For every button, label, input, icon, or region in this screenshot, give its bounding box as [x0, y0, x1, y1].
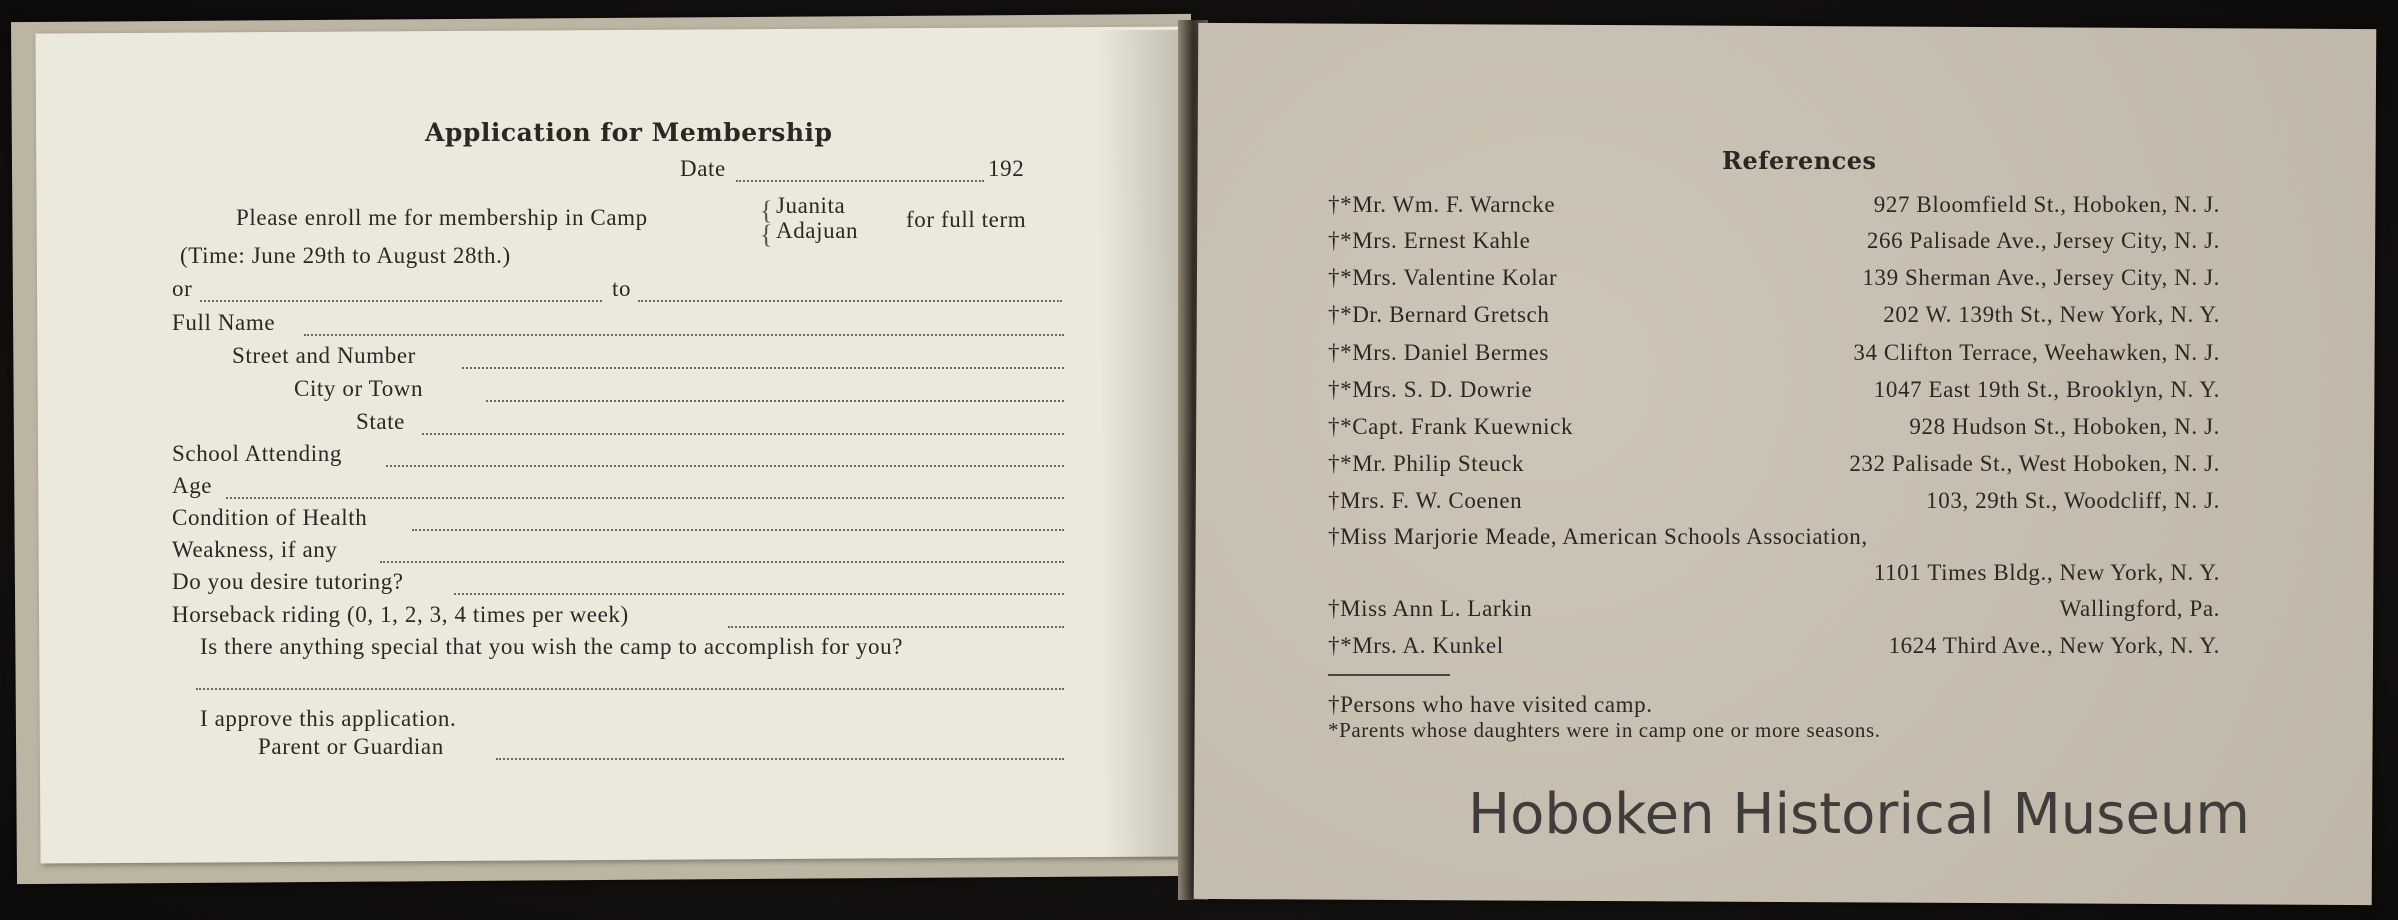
approve-text: I approve this application. [200, 706, 457, 731]
reference-address: 1101 Times Bldg., New York, N. Y. [1873, 560, 2220, 585]
field-line [728, 626, 1064, 628]
references-title: References [1722, 146, 1877, 175]
field-line [412, 529, 1064, 531]
reference-address: 139 Sherman Ave., Jersey City, N. J. [1862, 265, 2220, 290]
reference-name: †Mrs. F. W. Coenen [1328, 488, 1523, 513]
to-line [638, 300, 1062, 302]
field-weakness: Weakness, if any [172, 537, 338, 562]
brace-icon: { [760, 220, 773, 249]
enroll-text: Please enroll me for membership in Camp [236, 205, 648, 230]
reference-address: 927 Bloomfield St., Hoboken, N. J. [1873, 192, 2220, 217]
footnote-visited: †Persons who have visited camp. [1328, 692, 1653, 717]
reference-address: 1047 East 19th St., Brooklyn, N. Y. [1873, 377, 2220, 402]
term-text: for full term [906, 207, 1027, 232]
date-year: 192 [988, 156, 1025, 181]
field-line [386, 465, 1064, 467]
reference-name: †*Mrs. Valentine Kolar [1328, 265, 1558, 290]
field-tutoring: Do you desire tutoring? [172, 569, 404, 594]
date-label: Date [680, 156, 726, 181]
application-title: Application for Membership [425, 118, 833, 147]
camp-option-adajuan: Adajuan [776, 218, 859, 243]
reference-name: †*Capt. Frank Kuewnick [1328, 414, 1574, 439]
reference-address: 928 Hudson St., Hoboken, N. J. [1909, 414, 2220, 439]
time-text: (Time: June 29th to August 28th.) [180, 243, 511, 268]
reference-name: †*Mr. Wm. F. Warncke [1328, 192, 1556, 217]
field-line [486, 400, 1064, 402]
reference-name: †*Mrs. Ernest Kahle [1328, 228, 1531, 253]
reference-address: 103, 29th St., Woodcliff, N. J. [1926, 488, 2220, 513]
reference-address: 232 Palisade St., West Hoboken, N. J. [1849, 451, 2220, 476]
museum-watermark: Hoboken Historical Museum [1468, 782, 2250, 847]
reference-address: 34 Clifton Terrace, Weehawken, N. J. [1853, 340, 2220, 365]
field-age: Age [172, 473, 213, 498]
reference-address: 266 Palisade Ave., Jersey City, N. J. [1866, 228, 2220, 253]
field-school: School Attending [172, 441, 342, 466]
field-line [462, 367, 1064, 369]
reference-name: †*Mr. Philip Steuck [1328, 451, 1525, 476]
field-line [304, 334, 1064, 336]
reference-name: †*Dr. Bernard Gretsch [1328, 302, 1550, 327]
reference-address: 202 W. 139th St., New York, N. Y. [1883, 302, 2220, 327]
reference-name: †Miss Ann L. Larkin [1328, 596, 1533, 621]
to-label: to [612, 276, 632, 301]
reference-address: Wallingford, Pa. [2059, 596, 2220, 621]
field-health: Condition of Health [172, 505, 368, 530]
field-full-name: Full Name [172, 310, 276, 335]
special-question: Is there anything special that you wish the camp to accomplish for you? [200, 634, 904, 659]
signature-line [496, 758, 1064, 760]
field-city: City or Town [294, 376, 424, 401]
answer-line [196, 688, 1064, 690]
parent-label: Parent or Guardian [258, 734, 444, 759]
field-line [422, 433, 1064, 435]
field-line [226, 497, 1064, 499]
field-street: Street and Number [232, 343, 416, 368]
field-state: State [356, 409, 405, 434]
footnote-rule [1328, 674, 1450, 676]
reference-name: †*Mrs. Daniel Bermes [1328, 340, 1549, 365]
reference-name: †Miss Marjorie Meade, American Schools Association, [1328, 524, 1868, 549]
reference-name: †*Mrs. A. Kunkel [1328, 633, 1504, 658]
date-line [736, 180, 984, 182]
field-line [454, 593, 1064, 595]
camp-option-juanita: Juanita [776, 193, 846, 218]
or-line [200, 300, 602, 302]
reference-address: 1624 Third Ave., New York, N. Y. [1888, 633, 2220, 658]
footnote-parents: *Parents whose daughters were in camp one or more seasons. [1328, 718, 1881, 742]
field-horseback: Horseback riding (0, 1, 2, 3, 4 times per week) [172, 602, 629, 627]
brace-icon: { [760, 196, 773, 225]
or-label: or [172, 276, 193, 301]
reference-name: †*Mrs. S. D. Dowrie [1328, 377, 1533, 402]
field-line [380, 561, 1064, 563]
